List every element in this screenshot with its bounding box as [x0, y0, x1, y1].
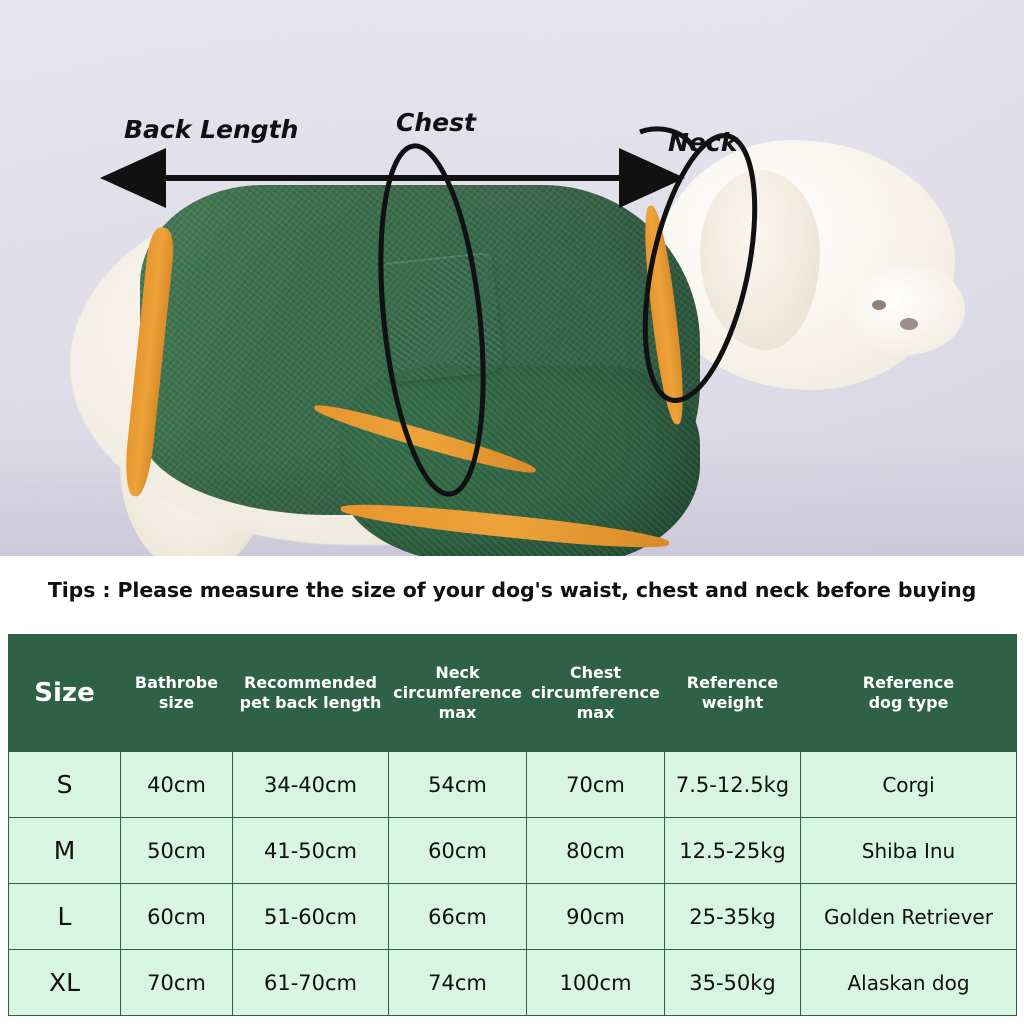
cell-size: XL — [9, 950, 121, 1016]
header-weight-line1: Reference — [686, 673, 779, 692]
table-row — [9, 884, 1017, 950]
annotation-chest: Chest — [396, 108, 476, 137]
size-table-head — [9, 635, 1017, 752]
cell-weight: 7.5-12.5kg — [665, 752, 801, 818]
cell-size: M — [9, 818, 121, 884]
cell-back-length: 34-40cm — [233, 752, 389, 818]
annotation-neck: Neck — [668, 128, 738, 157]
table-row — [9, 818, 1017, 884]
cell-neck-max: 60cm — [389, 818, 527, 884]
size-table — [8, 634, 1017, 1016]
cell-back-length: 61-70cm — [233, 950, 389, 1016]
cell-back-length: 41-50cm — [233, 818, 389, 884]
annotation-back-length: Back Length — [124, 115, 299, 144]
header-size-line: Size — [34, 677, 95, 708]
table-row — [9, 752, 1017, 818]
neck-measure-loop — [625, 126, 775, 410]
header-neck-max-line2: circumference — [393, 683, 522, 702]
cell-dog-type: Corgi — [801, 752, 1017, 818]
header-bathrobe-size — [121, 635, 233, 752]
size-table-wrapper — [8, 634, 1016, 1016]
cell-chest-max: 100cm — [527, 950, 665, 1016]
header-chest-max-line2: circumference — [531, 683, 660, 702]
table-header-row — [9, 635, 1017, 752]
cell-weight: 35-50kg — [665, 950, 801, 1016]
header-chest-max-line1: Chest — [569, 663, 622, 682]
header-dog-type — [801, 635, 1017, 752]
header-dog-type-line1: Reference — [862, 673, 955, 692]
cell-size: S — [9, 752, 121, 818]
cell-weight: 12.5-25kg — [665, 818, 801, 884]
cell-chest-max: 90cm — [527, 884, 665, 950]
header-neck-max-line3: max — [438, 703, 477, 722]
cell-bathrobe-size: 40cm — [121, 752, 233, 818]
header-chest-max-line3: max — [576, 703, 615, 722]
cell-chest-max: 70cm — [527, 752, 665, 818]
header-dog-type-line2: dog type — [868, 693, 949, 712]
header-neck-max — [389, 635, 527, 752]
cell-chest-max: 80cm — [527, 818, 665, 884]
cell-bathrobe-size: 60cm — [121, 884, 233, 950]
header-weight-line2: weight — [701, 693, 764, 712]
cell-back-length: 51-60cm — [233, 884, 389, 950]
size-table-body — [9, 752, 1017, 1016]
cell-size: L — [9, 884, 121, 950]
header-neck-max-line1: Neck — [435, 663, 480, 682]
header-bathrobe-size-line2: size — [158, 693, 195, 712]
chest-measure-loop — [366, 141, 498, 499]
header-weight — [665, 635, 801, 752]
header-size — [9, 635, 121, 752]
header-bathrobe-size-line1: Bathrobe — [134, 673, 219, 692]
header-back-length-line2: pet back length — [239, 693, 382, 712]
cell-neck-max: 74cm — [389, 950, 527, 1016]
tips-text: Tips : Please measure the size of your dog's waist, chest and neck before buying — [47, 578, 977, 602]
cell-weight: 25-35kg — [665, 884, 801, 950]
cell-dog-type: Golden Retriever — [801, 884, 1017, 950]
header-back-length-line1: Recommended — [244, 673, 377, 692]
table-row — [9, 950, 1017, 1016]
header-back-length — [233, 635, 389, 752]
cell-dog-type: Shiba Inu — [801, 818, 1017, 884]
cell-neck-max: 54cm — [389, 752, 527, 818]
cell-dog-type: Alaskan dog — [801, 950, 1017, 1016]
cell-neck-max: 66cm — [389, 884, 527, 950]
header-chest-max — [527, 635, 665, 752]
cell-bathrobe-size: 50cm — [121, 818, 233, 884]
cell-bathrobe-size: 70cm — [121, 950, 233, 1016]
